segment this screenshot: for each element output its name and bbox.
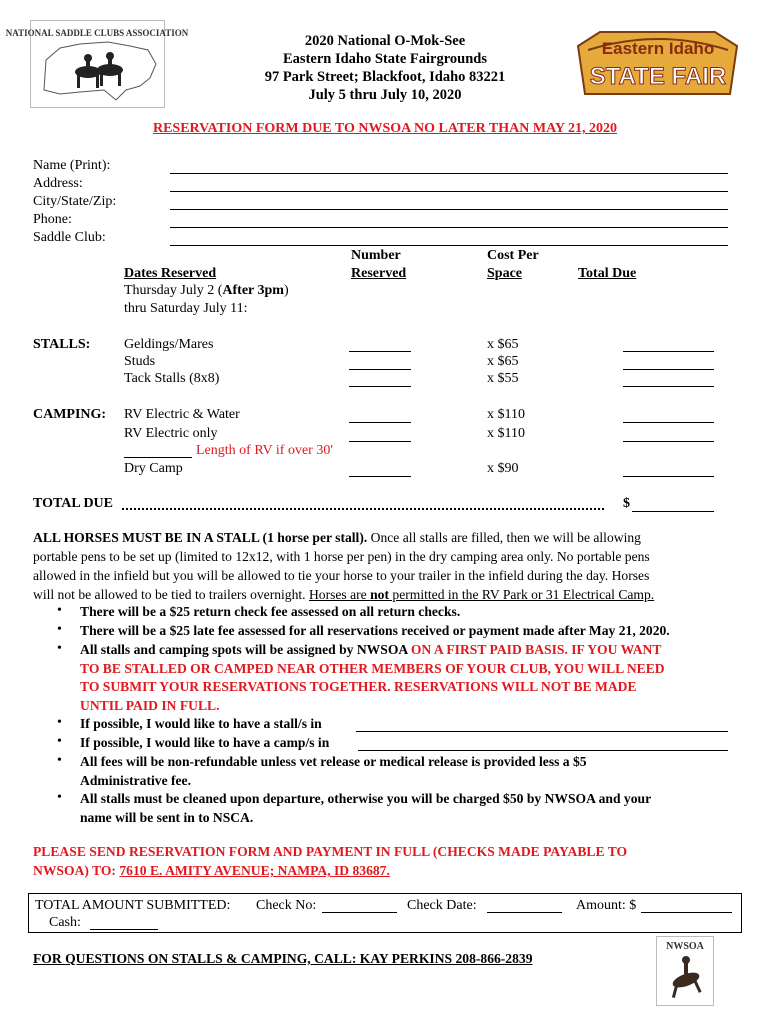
camping-label: CAMPING: bbox=[33, 407, 107, 422]
stall-item-cost: x $55 bbox=[487, 371, 519, 386]
fair-logo-line1: Eastern Idaho bbox=[601, 39, 715, 58]
bullet-icon: • bbox=[57, 715, 62, 730]
camp-preference-field[interactable] bbox=[358, 750, 728, 751]
bullet-icon: • bbox=[57, 622, 62, 637]
camping-total-field[interactable] bbox=[623, 476, 714, 477]
late-fee: There will be a $25 late fee assessed for all reservations received or payment made after May 21, 2020. bbox=[80, 623, 670, 638]
cost-header-2: Space bbox=[487, 266, 522, 281]
header-line-2: Eastern Idaho State Fairgrounds bbox=[283, 51, 487, 67]
club-field[interactable] bbox=[170, 245, 728, 246]
first-paid-basis: All stalls and camping spots will be assigned by NWSOA ON A FIRST PAID BASIS. IF YOU WANT TO BE STALLED OR CAMPED NEAR OTHER MEMBERS OF YOUR CLUB, YOU WILL NEED TO SUBMIT YOUR RESERVATIONS TOGETHER. RESERVATIONS WILL NOT BE MADE UNTIL PAID IN FULL. bbox=[80, 642, 665, 713]
stall-item-name: Studs bbox=[124, 354, 156, 369]
name-field[interactable] bbox=[170, 173, 728, 174]
total-due-label: TOTAL DUE bbox=[33, 496, 114, 511]
total-due-field[interactable] bbox=[632, 511, 714, 512]
camping-item-name: RV Electric & Water bbox=[124, 407, 240, 422]
header-line-1: 2020 National O-Mok-See bbox=[304, 33, 466, 49]
rv-length-note: Length of RV if over 30' bbox=[196, 443, 333, 458]
address-field[interactable] bbox=[170, 191, 728, 192]
due-notice: RESERVATION FORM DUE TO NWSOA NO LATER THAN MAY 21, 2020 bbox=[152, 121, 618, 136]
total-submitted-label: TOTAL AMOUNT SUBMITTED: bbox=[35, 898, 231, 913]
check-date-field[interactable] bbox=[487, 912, 562, 913]
bullet-icon: • bbox=[57, 790, 62, 805]
amount-field[interactable] bbox=[641, 912, 732, 913]
phone-field[interactable] bbox=[170, 227, 728, 228]
stall-number-field[interactable] bbox=[349, 386, 411, 387]
stall-number-field[interactable] bbox=[349, 351, 411, 352]
nwsoa-logo bbox=[656, 936, 714, 1006]
total-due-leader bbox=[122, 508, 604, 510]
bullet-icon: • bbox=[57, 753, 62, 768]
stall-item-cost: x $65 bbox=[487, 354, 519, 369]
check-date-label: Check Date: bbox=[407, 898, 477, 913]
stall-preference: If possible, I would like to have a stall/s in bbox=[80, 716, 322, 731]
camping-item-cost: x $90 bbox=[487, 461, 519, 476]
camping-item-name: RV Electric only bbox=[124, 426, 218, 441]
rv-length-field[interactable] bbox=[124, 457, 192, 458]
phone-label: Phone: bbox=[33, 212, 72, 227]
stall-number-field[interactable] bbox=[349, 369, 411, 370]
dates-line-1: Thursday July 2 (After 3pm) bbox=[124, 283, 289, 298]
stall-total-field[interactable] bbox=[623, 351, 714, 352]
camping-total-field[interactable] bbox=[623, 422, 714, 423]
club-label: Saddle Club: bbox=[33, 230, 106, 245]
total-due-dollar: $ bbox=[623, 496, 630, 511]
dates-line-2: thru Saturday July 11: bbox=[124, 301, 248, 316]
stall-policy-bold: ALL HORSES MUST BE IN A STALL (1 horse per stall). bbox=[33, 530, 368, 545]
contact-footer: FOR QUESTIONS ON STALLS & CAMPING, CALL: KAY PERKINS 208-866-2839 bbox=[33, 951, 533, 966]
amount-label: Amount: $ bbox=[576, 898, 637, 913]
check-no-label: Check No: bbox=[256, 898, 317, 913]
camping-item-cost: x $110 bbox=[487, 407, 525, 422]
stall-total-field[interactable] bbox=[623, 369, 714, 370]
camping-number-field[interactable] bbox=[349, 476, 411, 477]
stall-policy-paragraph: ALL HORSES MUST BE IN A STALL (1 horse per stall). Once all stalls are filled, then we will be allowing portable pens to be set up (limited to 12x12, with 1 horse per pen) in the dry camping area only. No portable pens allowed in the infield but you will be allowed to tie your horse to your trailer in the infield during the day. Horses will not be allowed to be tied to trailers overnight. Horses are not permitted in the RV Park or 31 Electrical Camp. bbox=[33, 530, 655, 602]
bullet-icon: • bbox=[57, 641, 62, 656]
bullet-icon: • bbox=[57, 734, 62, 749]
total-due-header: Total Due bbox=[578, 266, 637, 281]
return-check-fee: There will be a $25 return check fee assessed on all return checks. bbox=[80, 604, 461, 619]
send-instructions: PLEASE SEND RESERVATION FORM AND PAYMENT IN FULL (CHECKS MADE PAYABLE TO NWSOA) TO: 7610 E. AMITY AVENUE; NAMPA, ID 83687. bbox=[33, 844, 628, 878]
non-refundable-fees: All fees will be non-refundable unless vet release or medical release is provided less a $5 Administrative fee. bbox=[80, 754, 587, 788]
stall-item-cost: x $65 bbox=[487, 337, 519, 352]
camping-total-field[interactable] bbox=[623, 441, 714, 442]
stall-item-name: Tack Stalls (8x8) bbox=[124, 371, 220, 386]
check-no-field[interactable] bbox=[322, 912, 397, 913]
camping-item-cost: x $110 bbox=[487, 426, 525, 441]
address-label: Address: bbox=[33, 176, 83, 191]
nwsoa-logo-text: NWSOA bbox=[666, 941, 704, 952]
stall-item-name: Geldings/Mares bbox=[124, 337, 214, 352]
cash-label: Cash: bbox=[49, 915, 81, 930]
nsca-logo-text: NATIONAL SADDLE CLUBS ASSOCIATION bbox=[5, 28, 189, 38]
camping-number-field[interactable] bbox=[349, 422, 411, 423]
stall-preference-field[interactable] bbox=[356, 731, 728, 732]
bullet-icon: • bbox=[57, 603, 62, 618]
fair-logo-line2: STATE FAIR bbox=[589, 63, 727, 90]
header-line-4: July 5 thru July 10, 2020 bbox=[308, 87, 462, 103]
name-label: Name (Print): bbox=[33, 158, 111, 173]
city-field[interactable] bbox=[170, 209, 728, 210]
nsca-logo bbox=[5, 20, 189, 108]
cost-header-1: Cost Per bbox=[487, 248, 539, 263]
mailing-address: 7610 E. AMITY AVENUE; NAMPA, ID 83687. bbox=[119, 863, 390, 878]
number-header-2: Reserved bbox=[351, 266, 407, 281]
header-line-3: 97 Park Street; Blackfoot, Idaho 83221 bbox=[264, 69, 506, 85]
stall-total-field[interactable] bbox=[623, 386, 714, 387]
cleaning-policy: All stalls must be cleaned upon departure, otherwise you will be charged $50 by NWSOA and your name will be sent in to NSCA. bbox=[80, 791, 652, 825]
camping-item-name: Dry Camp bbox=[124, 461, 183, 476]
stalls-label: STALLS: bbox=[33, 337, 91, 352]
camping-number-field[interactable] bbox=[349, 441, 411, 442]
event-header bbox=[200, 32, 570, 104]
cash-field[interactable] bbox=[90, 929, 158, 930]
camp-preference: If possible, I would like to have a camp/s in bbox=[80, 735, 330, 750]
dates-reserved-header: Dates Reserved bbox=[124, 266, 217, 281]
city-label: City/State/Zip: bbox=[33, 194, 117, 209]
number-header-1: Number bbox=[351, 248, 401, 263]
eastern-idaho-state-fair-logo bbox=[570, 24, 745, 104]
